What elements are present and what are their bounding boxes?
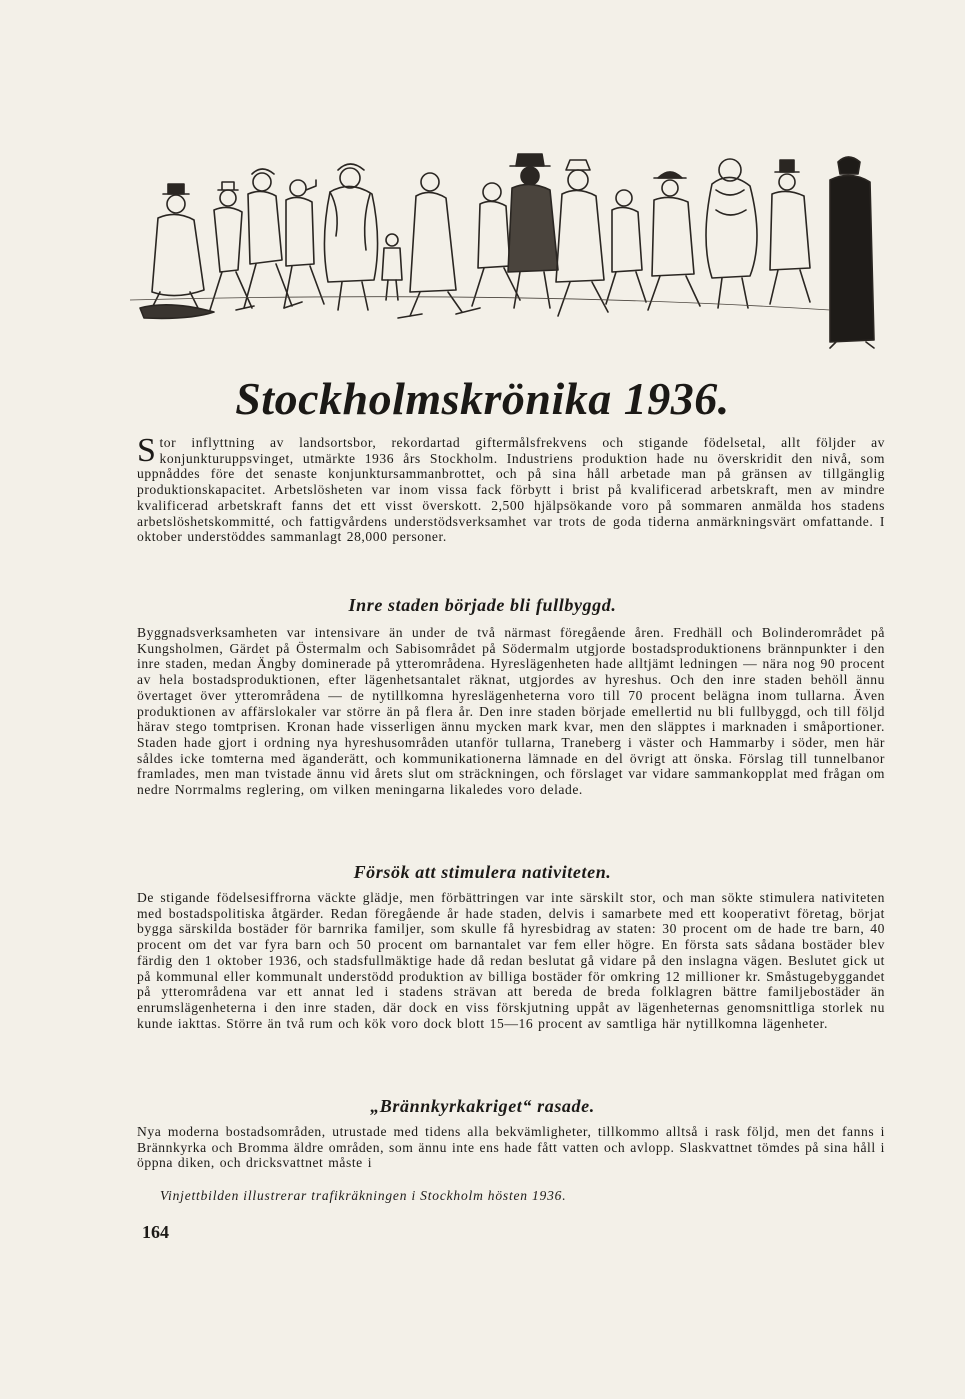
section-text-inre-staden: Byggnadsverksamheten var intensivare än under de två närmast föregående åren. Fredhäll och Bolinderområdet på Kungsholmen, Gärdet på Östermalm och Sabisområdet på Södermalm utgjorde bostadsproduktionens brännpunkter i den inre staden, medan Ängby dominerade på ytterområdena. Hyreslägenheten hade alltjämt ledningen — nära nog 90 procent av hela bostadsproduktionen, efter lägenhetsantalet räknat, utgjordes av hyreshus. Och den inre staden behöll ännu övertaget över ytterområdena — de nytillkomna hyreslägenheterna voro till 70 procent belägna inom tullarna. Även produktionen av affärslokaler var större än på flera år. Den inre staden började emellertid nu bli fullbyggd, och till följd härav stego tomtprisen. Kronan hade visserligen ännu mycken mark kvar, men den släpptes i marknaden i småportioner. Staden hade gjort i ordning nya hyreshusområden utanför tullarna, Traneberg i väster och Hammarby i söder, men här såldes icke tomterna med äganderätt, och kommunikationerna lämnade en del övrigt att önska. Förslag till tunnelbanor framlades, men man tvistade ännu vid årets slut om sträckningen, och förslaget var vidare sammankopplat med frågan om nedre Norrmalms reglering, om vilken meningarna likaledes voro delade. xyxy=(137,625,885,798)
intro-text: tor inflyttning av landsortsbor, rekordartad giftermålsfrekvens och stigande födelsetal, allt följder av konjunkturuppsvinget, utmärkte 1936 års Stockholm. Industriens produktion hade nu överskridit den nivå, som uppnåddes före det senaste konjunktursammanbrottet, och på sina håll arbetade man på gränsen av tillgänglig produktionskapacitet. Arbetslösheten var inom vissa fack förbytt i brist på kvalificerad arbetskraft, men av mindre kvalificerad arbetskraft fanns det ett visst överskott. 2,500 hjälpsökande voro på sommaren anmälda hos stadens arbetslöshetskommitté, och fattigvårdens understödsverksamhet var trots de goda tiderna anmärkningsvärt omfattande. I oktober understöddes sammanlagt 28,000 personer. xyxy=(137,435,885,545)
vignette-illustration xyxy=(130,140,890,355)
section-text-nativiteten: De stigande födelsesiffrorna väckte glädje, men förbättringen var inte särskilt stor, och man sökte stimulera nativiteten med bostadspolitiska åtgärder. Redan föregående år hade staden, delvis i samarbete med ett kooperativt företag, börjat bygga särskilda bostäder för barnrika familjer, som skulle få hyresbidrag av staten: 30 procent om de hade tre barn, 40 procent om det var fyra barn och 50 procent om barnantalet var fem eller högre. En första sats sådana bostäder blev färdig den 1 oktober 1936, och stadsfullmäktige hade då redan beslutat gå vidare på den inslagna vägen. Beslutet gick ut på kommunal eller kommunalt understödd produktion av billiga bostäder för omkring 12 millioner kr. Småstugebyggandet på ytterområdena var ett annat led i stadens strävan att bereda de breda folklagren bättre familjebostäder än enrumslägenheterna i den inre staden, där dock en viss förskjutning uppåt av lägenheternas genomsnittliga storlek nu kunde iakttas. Större än två rum och kök voro dock blott 15—16 procent av samtliga här nytillkomna lägenheter. xyxy=(137,890,885,1031)
intro-paragraph xyxy=(137,432,885,545)
page-number: 164 xyxy=(142,1222,169,1242)
page-title: Stockholmskrönika 1936. xyxy=(235,373,730,424)
section-heading-brannkyrkakriget: „Brännkyrkakriget“ rasade. xyxy=(370,1096,595,1116)
drop-cap: S xyxy=(137,432,157,469)
section-heading-nativiteten: Försök att stimulera nativiteten. xyxy=(353,862,612,882)
image-caption: Vinjettbilden illustrerar trafikräkningen i Stockholm hösten 1936. xyxy=(160,1188,567,1203)
section-text-brannkyrkakriget: Nya moderna bostadsområden, utrustade med tidens alla bekvämligheter, tillkommo alltså i rask följd, men det fanns i Brännkyrka och Bromma äldre områden, som ännu inte ens hade fått vatten och avlopp. Slaskvattnet tömdes på sina håll i öppna diken, och dricksvattnet måste i xyxy=(137,1124,885,1171)
section-heading-inre-staden: Inre staden började bli fullbyggd. xyxy=(348,595,617,615)
